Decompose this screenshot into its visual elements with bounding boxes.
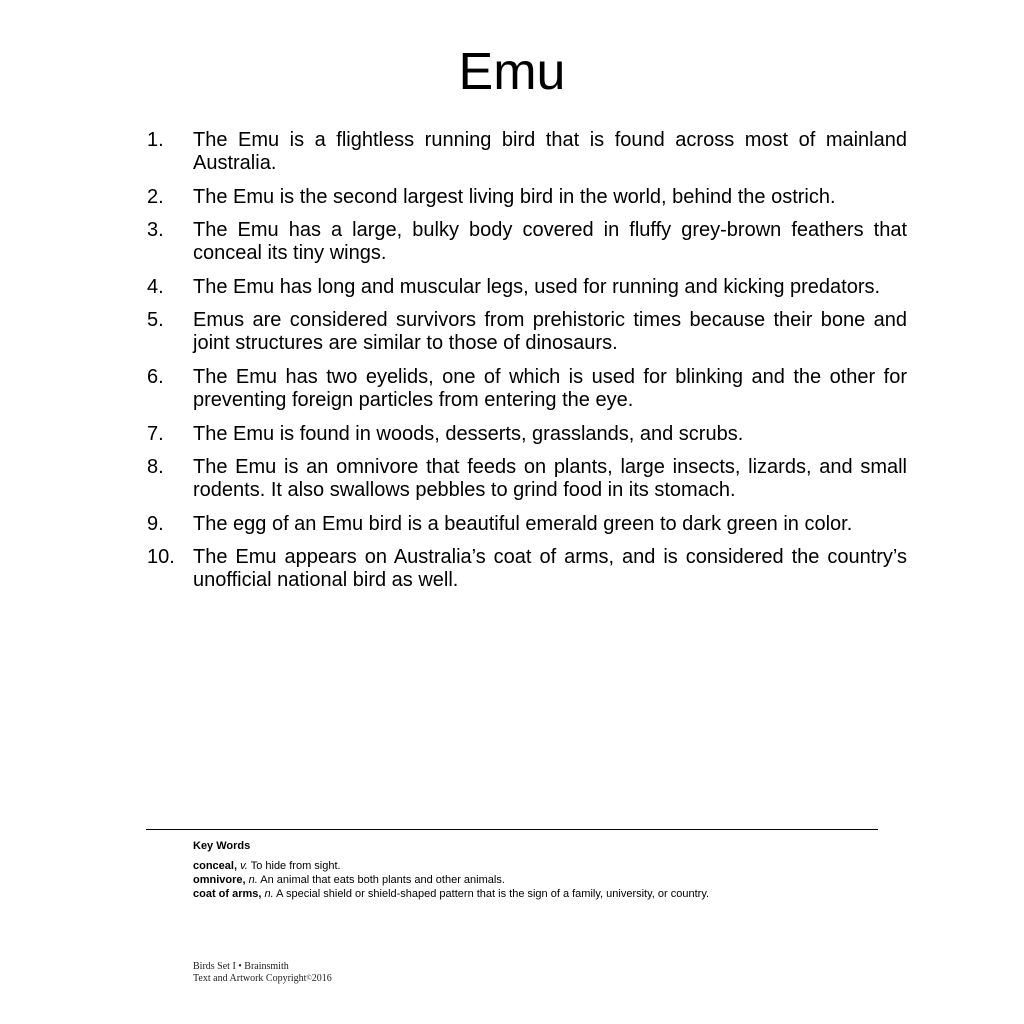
item-text: The Emu is the second largest living bird in the world, behind the ostrich. xyxy=(193,185,836,208)
key-words-heading: Key Words xyxy=(193,840,251,852)
item-text: The Emu has two eyelids, one of which is used for blinking and the other for preventing foreign particles from entering the eye. xyxy=(193,365,907,411)
item-number: 4. xyxy=(147,275,164,298)
key-word-term: conceal, xyxy=(193,860,238,872)
footer xyxy=(193,961,332,985)
item-number: 8. xyxy=(147,456,164,479)
page-title: Emu xyxy=(458,43,566,101)
list-item xyxy=(147,219,907,265)
item-text: Emus are considered survivors from prehistoric times because their bone and joint structures are similar to those of dinosaurs. xyxy=(193,309,907,355)
list-item xyxy=(147,366,907,412)
item-number: 2. xyxy=(147,185,164,208)
key-word-entry xyxy=(193,859,893,873)
facts-list xyxy=(147,129,907,603)
key-word-definition: An animal that eats both plants and other animals. xyxy=(260,874,505,886)
item-text: The Emu is found in woods, desserts, grasslands, and scrubs. xyxy=(193,422,744,445)
item-number: 7. xyxy=(147,422,164,445)
copyright-year: 2016 xyxy=(311,973,332,984)
item-text: The Emu appears on Australia’s coat of arms, and is considered the country’s unofficial national bird as well. xyxy=(193,546,907,592)
key-word-entry xyxy=(193,873,893,887)
list-item xyxy=(147,309,907,355)
key-word-part-of-speech: v. xyxy=(240,860,248,872)
key-word-definition: To hide from sight. xyxy=(250,860,341,872)
item-number: 10. xyxy=(147,546,175,569)
list-item xyxy=(147,456,907,502)
footer-series: Birds Set I • Brainsmith xyxy=(193,961,289,972)
item-text: The egg of an Emu bird is a beautiful emerald green to dark green in color. xyxy=(193,512,853,535)
key-word-entry xyxy=(193,887,893,901)
list-item xyxy=(147,129,907,175)
item-number: 1. xyxy=(147,129,164,151)
list-item xyxy=(147,186,907,209)
copyright-text: Text and Artwork Copyright xyxy=(193,973,307,984)
list-item xyxy=(147,546,907,592)
key-word-part-of-speech: n. xyxy=(248,874,258,886)
list-item xyxy=(147,513,907,536)
copyright-symbol: © xyxy=(306,974,312,982)
list-item xyxy=(147,423,907,446)
key-word-term: coat of arms, xyxy=(193,888,262,900)
key-words-section xyxy=(193,839,893,901)
key-word-term: omnivore, xyxy=(193,874,246,886)
section-divider xyxy=(146,829,878,830)
item-number: 9. xyxy=(147,512,164,535)
item-text: The Emu is an omnivore that feeds on plants, large insects, lizards, and small rodents. It also swallows pebbles to grind food in its stomach. xyxy=(193,456,907,502)
key-word-definition: A special shield or shield-shaped pattern that is the sign of a family, university, or country. xyxy=(276,888,710,900)
item-number: 3. xyxy=(147,219,164,242)
footer-copyright xyxy=(193,973,332,985)
item-text: The Emu has a large, bulky body covered in fluffy grey-brown feathers that conceal its tiny wings. xyxy=(193,219,907,265)
list-item xyxy=(147,276,907,299)
key-word-part-of-speech: n. xyxy=(264,888,274,900)
item-number: 5. xyxy=(147,309,164,332)
item-text: The Emu has long and muscular legs, used for running and kicking predators. xyxy=(193,275,881,298)
item-text: The Emu is a flightless running bird that is found across most of mainland Australia. xyxy=(193,129,907,174)
item-number: 6. xyxy=(147,365,164,388)
